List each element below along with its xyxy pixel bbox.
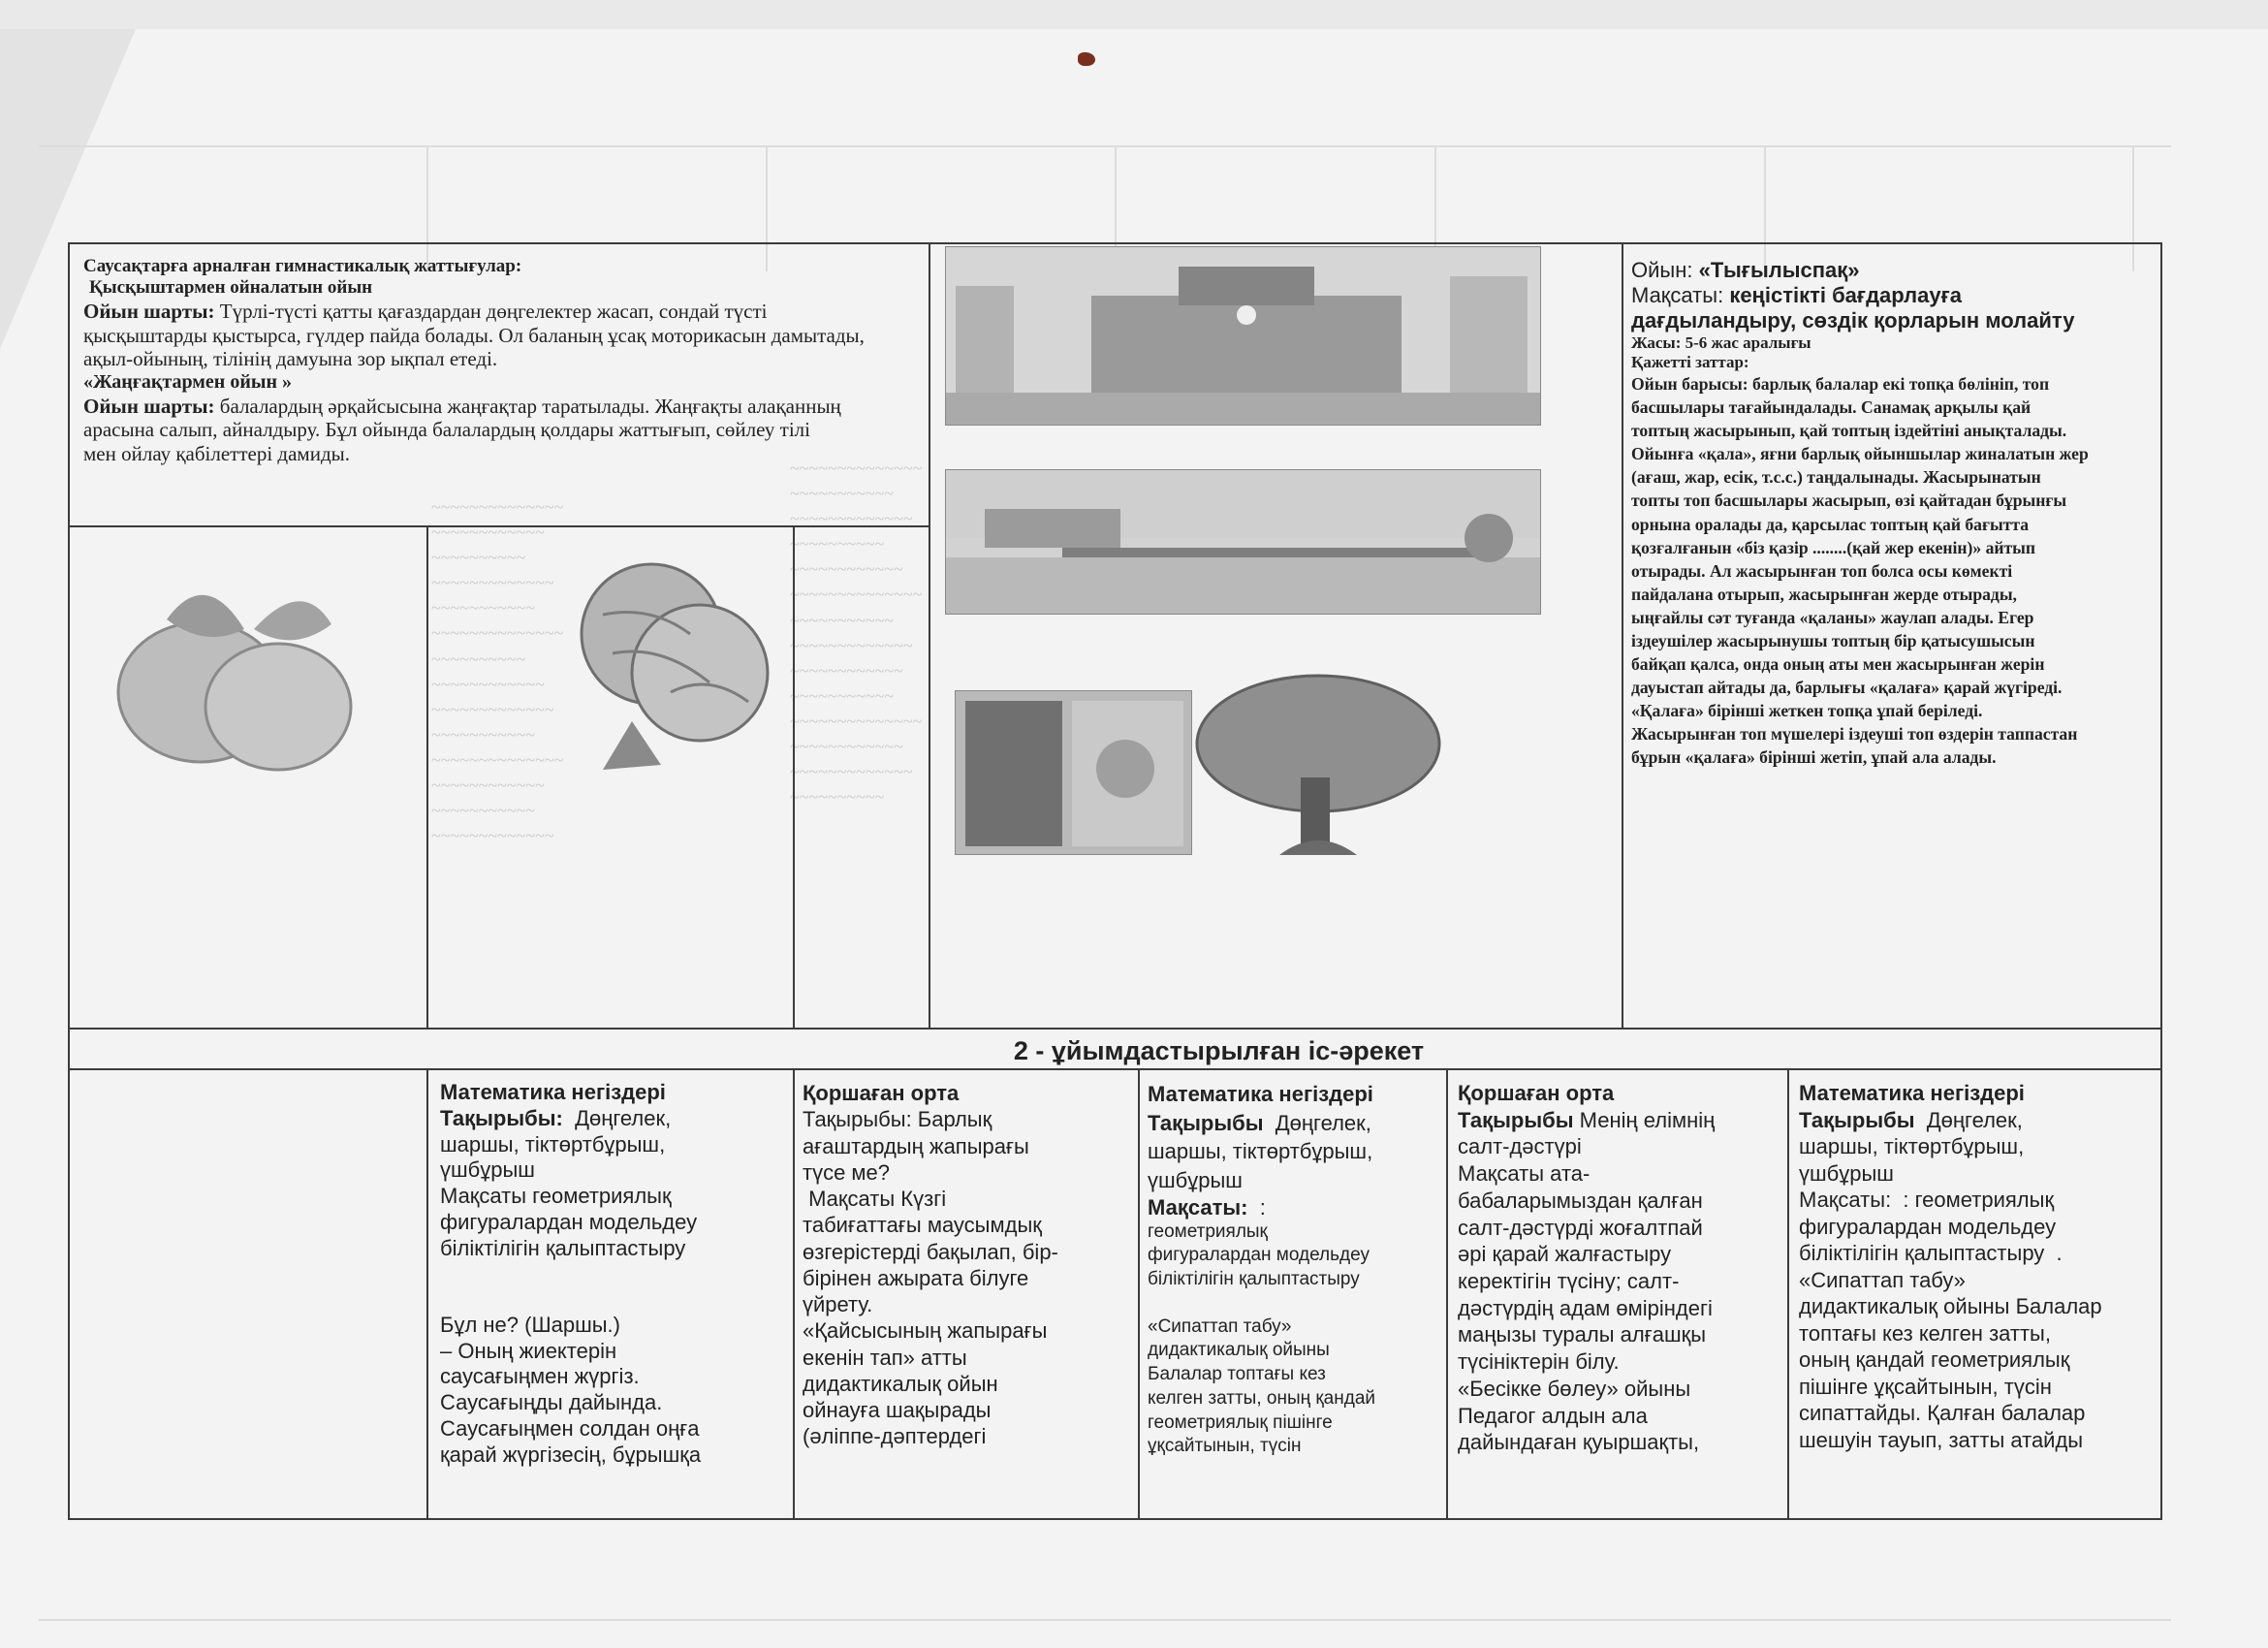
body-text: Бұл не? (Шаршы.) [440, 1312, 620, 1337]
body-text: салт-дәстүрді жоғалтпай [1458, 1215, 1703, 1240]
math-column-3 [1787, 1068, 2162, 1520]
topic-label: Тақырыбы [1148, 1110, 1264, 1135]
body-text: дидактикалық ойын [803, 1371, 998, 1396]
body-text: екенін тап» атты [803, 1345, 967, 1370]
bleed-through-text: ~~~~~~~~~~~~~~ ~~~~~~~~~~~ ~~~~~~~~~~~~~ ~~~~~~~~~~ ~~~~~~~~~~~~ ~~~~~~~~~~~~~~ ~~~~~~~~~~~ ~~~~~~~~~~~~~ ~~~~~~~~~~~~ ~~~~~~~~~~~ ~~~~~~~~~~~~~~ ~~~~~~~~~~~~ ~~~~~~~~~~~~~ ~~~~~~~~~~ [790, 459, 923, 808]
game-line: басшылары тағайындалады. Санамақ арқылы қай [1631, 397, 2032, 418]
materials: Қажетті заттар: [1631, 352, 1749, 371]
body-text: «Бесікке бөлеу» ойыны [1458, 1376, 1691, 1401]
subject-title: Математика негіздері [1799, 1081, 2025, 1105]
body-text: ұқсайтынын, түсін [1148, 1436, 1302, 1457]
game2-label: Ойын шарты: [83, 394, 215, 418]
body-text: маңызы туралы алғашқы [1458, 1322, 1707, 1347]
topic-text: салт-дәстүрі [1458, 1134, 1582, 1159]
finger-gymnastics-cell [68, 242, 930, 527]
bleed-through-text: ~~~~~~~~~~~~~~ ~~~~~~~~~~~~ ~~~~~~~~~~ ~~~~~~~~~~~~~ ~~~~~~~~~~~ ~~~~~~~~~~~~~~ ~~~~~~~~~~ ~~~~~~~~~~~~ ~~~~~~~~~~~~~ ~~~~~~~~~~~ ~~~~~~~~~~~~~~ ~~~~~~~~~~~~ ~~~~~~~~~~~ ~~~~~~~~~~~~~ [431, 497, 564, 846]
environment-column-2 [1446, 1068, 1789, 1520]
game-line: (ағаш, жар, есік, т.с.с.) таңдалынады. Жасырынатын [1631, 467, 2041, 488]
bleed-line [39, 145, 2171, 147]
body-text: түсе ме? [803, 1159, 891, 1185]
aim-label: Мақсаты: [1631, 282, 1724, 307]
game1-text: Түрлі-түсті қатты қағаздардан дөңгелектер жасап, сондай түсті [219, 299, 768, 323]
door-photo [955, 690, 1192, 855]
body-text: – Оның жиектерін [440, 1338, 617, 1363]
body-text: Педагог алдын ала [1458, 1403, 1648, 1428]
aim-text: кеңістікті бағдарлауға [1729, 282, 1963, 307]
section-title-row [68, 1028, 2162, 1070]
topic-text: Дөңгелек, [575, 1105, 672, 1130]
body-text: өзгерістерді бақылап, бір- [803, 1239, 1058, 1264]
body-text: саусағыңмен жүргіз. [440, 1364, 640, 1389]
environment-column-1 [793, 1068, 1140, 1520]
math-column-2 [1138, 1068, 1448, 1520]
game2-text: арасына салып, айналдыру. Бұл ойында балалардың қолдары жаттығып, сөйлеу тілі [83, 418, 810, 442]
game-line: байқап қалса, онда оның аты мен жасырынған жерін [1631, 654, 2045, 675]
body-text: геометриялық пішінге [1148, 1411, 1333, 1433]
walnut-illustration [109, 537, 399, 789]
game1-title: Қысқыштармен ойналатын ойын [89, 277, 373, 299]
topic-text: үшбұрыш [1799, 1160, 1894, 1186]
topic-text: Менің елімнің [1579, 1107, 1716, 1132]
topic-label: Тақырыбы [1799, 1107, 1915, 1132]
aim-label: Мақсаты: [1148, 1194, 1248, 1220]
school-photo [945, 246, 1541, 426]
body-text: керектігін түсіну; салт- [1458, 1269, 1680, 1294]
subject-title: Математика негіздері [1148, 1082, 1373, 1106]
body-text: ағаштардың жапырағы [803, 1133, 1029, 1158]
topic-text: Дөңгелек, [1275, 1110, 1371, 1135]
game-line: бұрын «қалаға» бірінші жетіп, ұпай ала алады. [1631, 747, 1997, 768]
body-text: бабаларымыздан қалған [1458, 1188, 1703, 1213]
body-text: «Сипаттап табу» [1148, 1315, 1292, 1337]
subject-title: Қоршаған орта [803, 1081, 960, 1105]
body-text: «Қайсысының жапырағы [803, 1318, 1048, 1344]
document-page [0, 29, 2268, 1648]
aim-suffix: : [1259, 1194, 1266, 1220]
body-text: біліктілігін қалыптастыру . [1799, 1241, 2063, 1265]
math-column-1 [426, 1068, 795, 1520]
game-line: Ойын барысы: барлық балалар екі топқа бөлініп, топ [1631, 373, 2050, 394]
topic-text: үшбұрыш [440, 1157, 535, 1183]
body-text: Мақсаты ата- [1458, 1161, 1591, 1187]
age-range: Жасы: 5-6 жас аралығы [1631, 333, 1811, 352]
body-text: фигуралардан модельдеу [1148, 1245, 1370, 1266]
body-text: геометриялық [1148, 1220, 1268, 1242]
game-line: отырады. Ал жасырынған топ болса осы көмекті [1631, 560, 2013, 581]
body-text: дидактикалық ойыны Балалар [1799, 1294, 2102, 1318]
topic-text: шаршы, тіктөртбұрыш, [1799, 1134, 2025, 1158]
body-text: қарай жүргізесің, бұрышқа [440, 1442, 702, 1467]
body-text: түсініктерін білу. [1458, 1349, 1620, 1375]
bleed-line [39, 1619, 2171, 1621]
body-text: Саусағыңмен солдан оңға [440, 1416, 700, 1442]
body-text: әрі қарай жалғастыру [1458, 1242, 1672, 1267]
body-text: үйрету. [803, 1292, 873, 1317]
body-text: Мақсаты: : геометриялық [1799, 1188, 2055, 1212]
blank-cell [68, 1068, 428, 1520]
body-text: «Сипаттап табу» [1799, 1267, 1966, 1292]
body-text: сипаттайды. Қалған балалар [1799, 1401, 2086, 1425]
body-text: Мақсаты Күзгі [803, 1187, 947, 1212]
topic-label: Тақырыбы: [440, 1105, 563, 1130]
aim-text: фигуралардан модельдеу [440, 1210, 698, 1235]
body-text: (әліппе-дәптердегі [803, 1424, 987, 1449]
body-text: ойнауға шақырады [803, 1398, 992, 1423]
aim-text: дағдыландыру, сөздік қорларын молайту [1631, 307, 2075, 333]
game1-text: ақыл-ойының, тілінің дамуына зор ықпал етеді. [83, 347, 498, 371]
aim-text: Мақсаты геометриялық [440, 1184, 672, 1209]
game-line: топты топ басшылары жасырып, өзі қайтадан бұрынғы [1631, 491, 2067, 511]
game1-text: қысқыштарды қыстырса, гүлдер пайда болады. Ол баланың ұсақ моторикасын дамытады, [83, 323, 865, 347]
game2-title: «Жаңғақтармен ойын » [83, 371, 292, 394]
body-text: Саусағыңды дайында. [440, 1390, 663, 1415]
game-line: орнына оралады да, қарсылас топтың қай бағытта [1631, 514, 2029, 534]
body-text: фигуралардан модельдеу [1799, 1214, 2057, 1239]
topic-label: Тақырыбы [1458, 1107, 1574, 1132]
walnut-shell-illustration [574, 547, 787, 779]
game-line: қозғалғанын «біз қазір ........(қай жер екенін)» айтып [1631, 537, 2036, 557]
body-text: келген затты, оның қандай [1148, 1387, 1376, 1409]
game2-text: мен ойлау қабілеттері дамиды. [83, 442, 350, 466]
body-text: дидактикалық ойыны [1148, 1340, 1330, 1361]
walnut-image-cell [68, 525, 428, 1030]
body-text: пішінге ұқсайтынын, түсін [1799, 1374, 2052, 1399]
game-line: Жасырынған топ мүшелері іздеуші топ өздерін таппастан [1631, 724, 2078, 745]
body-text: Тақырыбы: Барлық [803, 1107, 992, 1132]
tree-illustration [1192, 671, 1444, 865]
body-text: біліктілігін қалыптастыру [1148, 1269, 1360, 1290]
game-line: дауыстап айтады да, барлығы «қалаға» қарай жүгіреді. [1631, 678, 2063, 698]
body-text: дәстүрдің адам өміріндегі [1458, 1295, 1713, 1320]
topic-text: шаршы, тіктөртбұрыш, [440, 1131, 666, 1157]
subject-title: Қоршаған орта [1458, 1081, 1615, 1105]
body-text: шешуін тауып, затты атайды [1799, 1427, 2084, 1452]
game-line: Ойынға «қала», яғни барлық ойыншылар жиналатын жер [1631, 444, 2089, 464]
river-bridge-photo [945, 469, 1541, 615]
game-line: топтың жасырынып, қай топтың іздейтіні анықталады. [1631, 421, 2067, 441]
subject-title: Математика негіздері [440, 1080, 666, 1104]
section-title: 2 - ұйымдастырылған іс-әрекет [1013, 1036, 1425, 1065]
game-name: «Тығылыспақ» [1698, 258, 1860, 282]
walnut-shell-image-cell [426, 525, 795, 1030]
body-text: дайындаған қуыршақты, [1458, 1430, 1700, 1455]
game-line: ыңғайлы сәт туғанда «қаланы» жаулап алады. Егер [1631, 607, 2034, 627]
body-text: табиғаттағы маусымдық [803, 1213, 1042, 1238]
topic-text: шаршы, тіктөртбұрыш, [1148, 1139, 1373, 1164]
body-text: Балалар топтағы кез [1148, 1364, 1326, 1385]
game2-text: балалардың әрқайсысына жаңғақтар таратылады. Жаңғақты алақанның [219, 394, 841, 418]
game-label: Ойын: [1631, 258, 1693, 282]
hide-and-seek-cell [1622, 242, 2162, 1030]
blank-cell [793, 525, 930, 1030]
aim-text: біліктілігін қалыптастыру [440, 1235, 686, 1260]
game-line: пайдалана отырып, жасырынған жерде отырады, [1631, 584, 2017, 604]
gymnastics-heading: Саусақтарға арналған гимнастикалық жаттығулар: [83, 256, 522, 276]
ink-stain [1078, 52, 1095, 66]
topic-text: Дөңгелек, [1926, 1107, 2023, 1132]
body-text: оның қандай геометриялық [1799, 1347, 2070, 1372]
images-cell [929, 242, 1623, 1030]
game-line: іздеушілер жасырынушы топтың бір қатысушысын [1631, 630, 2035, 650]
game1-label: Ойын шарты: [83, 299, 215, 323]
body-text: бірінен ажырата білуге [803, 1265, 1029, 1290]
game-line: «Қалаға» бірінші жеткен топқа ұпай беріледі. [1631, 701, 1983, 721]
topic-text: үшбұрыш [1148, 1168, 1243, 1193]
body-text: топтағы кез келген затты, [1799, 1320, 2051, 1346]
